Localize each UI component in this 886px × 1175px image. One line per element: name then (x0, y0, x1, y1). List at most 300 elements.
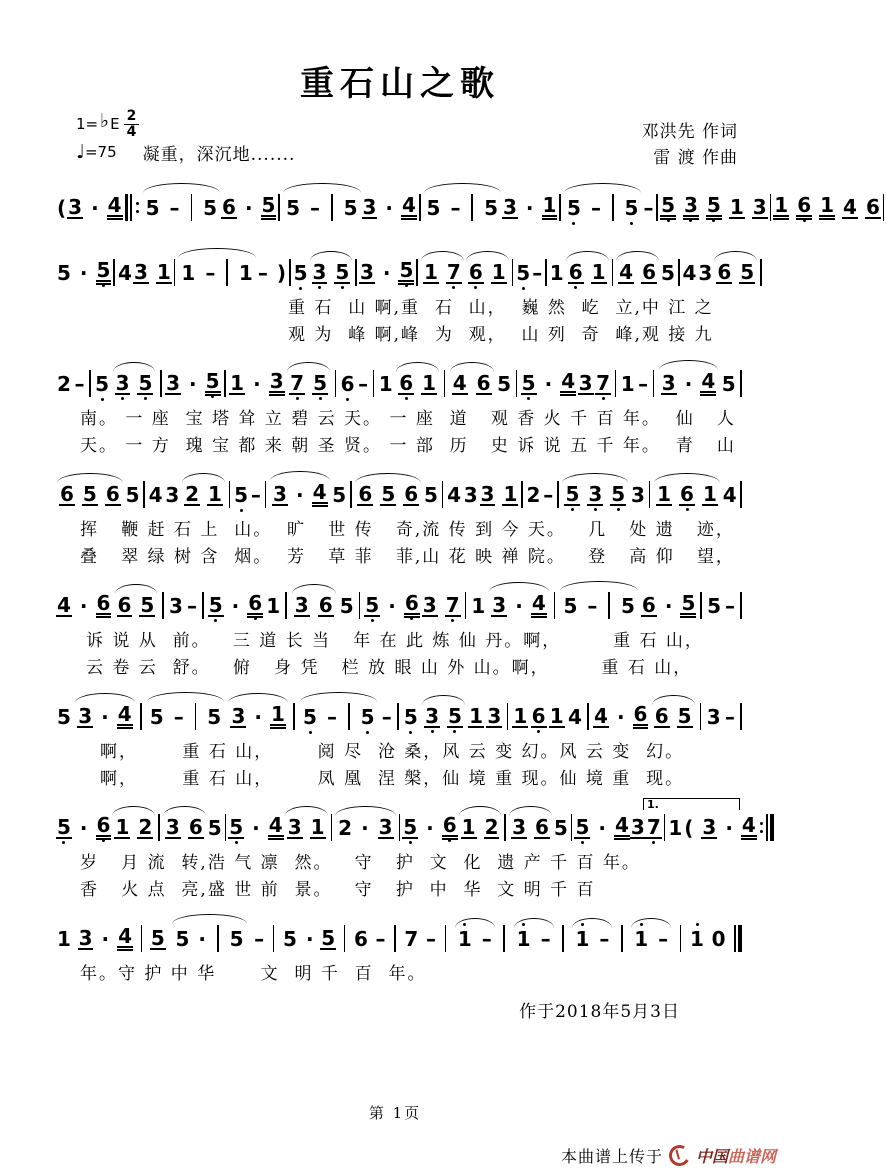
slur-group (286, 370, 331, 395)
beat-group (606, 592, 612, 619)
barline-stroke (89, 370, 91, 397)
slur-group (291, 592, 337, 617)
barline-stroke (273, 925, 275, 952)
barline (416, 259, 418, 286)
slur-group (171, 925, 247, 952)
barline-stroke (734, 925, 736, 952)
barline (554, 592, 556, 619)
note: – (375, 926, 386, 951)
beat-group (221, 195, 276, 220)
barline (507, 703, 509, 730)
beat-group (549, 260, 565, 285)
beat-group (229, 926, 245, 951)
barline (615, 370, 617, 397)
note: 6 (654, 703, 669, 728)
beat-group (165, 814, 204, 839)
notation-line (56, 186, 880, 230)
barline-stroke (130, 194, 132, 221)
notation-line (56, 806, 756, 850)
beat-group (403, 704, 419, 729)
note: – (309, 195, 320, 220)
note: – (187, 593, 197, 618)
note: 3 (463, 482, 478, 507)
beat-group (630, 814, 646, 839)
note: · (198, 926, 206, 951)
barline-stroke (516, 370, 518, 397)
barline-stroke (664, 814, 666, 841)
note: 1 (238, 260, 253, 285)
beat-group (738, 592, 744, 619)
barline-stroke (195, 703, 197, 730)
beat-group (173, 704, 185, 729)
note: · (426, 815, 434, 840)
note: · (79, 260, 88, 285)
barline-stroke (559, 194, 561, 221)
beat-group (732, 925, 743, 952)
beat-group (202, 195, 218, 220)
note: 5 (313, 370, 327, 395)
beat-group (578, 370, 594, 395)
note: 1 (729, 194, 744, 219)
barline-stroke (678, 259, 680, 286)
barline (373, 370, 375, 397)
note: · (388, 593, 396, 618)
beat-group (357, 481, 419, 506)
beat-group (168, 593, 184, 618)
beat-group (357, 371, 369, 396)
barline (700, 592, 702, 619)
slur-group (630, 926, 672, 951)
beat-group (238, 260, 254, 285)
beat-group (423, 259, 462, 284)
barline-stroke (399, 814, 401, 841)
barline-stroke (229, 481, 231, 508)
barline (612, 194, 614, 221)
note: 5 (207, 815, 222, 840)
note: – (724, 704, 735, 729)
beat-group (446, 482, 462, 507)
beat-group (56, 815, 111, 840)
slur-group (559, 592, 638, 619)
beat-group (204, 260, 216, 285)
note: – (425, 926, 436, 951)
note: 7 (446, 259, 461, 284)
note: 5 (447, 703, 462, 728)
note: 4 (531, 593, 547, 618)
slur-group (146, 703, 225, 730)
lyrics-line-1: 年。守 护 中 华 文 明 千 百 年。 (80, 963, 427, 984)
beat-group (721, 371, 737, 396)
barline-stroke (738, 925, 741, 952)
beat-group (426, 195, 442, 220)
note: 3 (512, 814, 526, 839)
note: 1 (461, 814, 476, 839)
beat-group (562, 593, 578, 618)
barline-stroke (653, 370, 655, 397)
note: · (244, 195, 253, 220)
barline-stroke (285, 592, 287, 619)
beat-group (647, 481, 653, 508)
slur-group (713, 259, 758, 284)
beat-group (618, 259, 657, 284)
slur-group (142, 194, 221, 221)
notation-line (56, 917, 744, 961)
note: 5 (360, 704, 375, 729)
beat-group (302, 704, 318, 729)
note: 5 (234, 482, 249, 507)
beat-group (189, 194, 195, 221)
beat-group (716, 259, 755, 284)
note: 1 (668, 815, 683, 840)
barline-stroke (700, 703, 702, 730)
beat-group (757, 814, 776, 841)
barline (125, 194, 140, 221)
note: 3 (68, 194, 83, 219)
barline (444, 370, 446, 397)
note: 3 (78, 925, 93, 950)
barline (273, 925, 275, 952)
note: 1 (591, 259, 606, 284)
note: – (643, 195, 654, 220)
beat-group (337, 815, 370, 840)
beat-group (698, 592, 704, 619)
beat-group (117, 592, 156, 617)
barline (649, 481, 651, 508)
beat-group (340, 371, 356, 396)
beat-group (222, 370, 228, 397)
beat-group (318, 592, 334, 617)
note: – (543, 482, 554, 507)
beat-group (320, 925, 336, 950)
barline (419, 194, 421, 221)
note: 3 (702, 814, 717, 839)
barline-stroke (202, 592, 204, 619)
slur-group (420, 259, 465, 284)
note: 6 (568, 259, 583, 284)
note: 5 (516, 260, 531, 285)
barline-stroke (760, 259, 762, 286)
beat-group (722, 482, 738, 507)
slur-group (563, 194, 642, 221)
beat-group (392, 925, 398, 952)
beat-group (531, 260, 543, 285)
note: – (74, 371, 85, 396)
note: 4 (614, 815, 630, 840)
beat-group (56, 593, 111, 618)
repeat-dots (136, 202, 139, 213)
barline-stroke (608, 592, 610, 619)
note: 1 (457, 926, 472, 951)
note: 3 (78, 703, 93, 728)
note: 3 (487, 703, 502, 728)
beat-group (555, 481, 561, 508)
note: 2 (185, 481, 200, 506)
beat-group (567, 704, 583, 729)
barline-stroke (331, 194, 333, 221)
barline-stroke (224, 370, 226, 397)
slur-group (284, 814, 329, 839)
note: 5 (321, 925, 336, 950)
note: 3 (231, 703, 246, 728)
note: 5 (82, 481, 97, 506)
barline (158, 814, 160, 841)
beat-group (160, 592, 166, 619)
barline-stroke (397, 703, 399, 730)
note: – (725, 593, 736, 618)
beat-group (398, 370, 437, 395)
beat-group (619, 925, 625, 952)
note: 5 (426, 195, 441, 220)
beat-group (574, 926, 590, 951)
beat-group (443, 925, 449, 952)
barline (174, 259, 176, 286)
note: · (598, 815, 606, 840)
credits (642, 119, 738, 172)
beat-group (564, 481, 626, 506)
barline-stroke (740, 703, 742, 730)
note: 1 (270, 704, 286, 729)
beat-group (706, 704, 722, 729)
beat-group (125, 482, 141, 507)
beat-group (598, 926, 610, 951)
beat-group (620, 371, 636, 396)
beat-group (291, 703, 297, 730)
note: 5 (283, 926, 297, 951)
barline (140, 703, 142, 730)
barline (562, 925, 564, 952)
beat-group (656, 481, 718, 506)
barline (344, 925, 346, 952)
barline-stroke (766, 814, 768, 841)
note: 4 (57, 592, 71, 617)
note: 6 (642, 259, 656, 284)
barline-stroke (293, 703, 295, 730)
beat-group (158, 370, 164, 397)
note: – (205, 260, 216, 285)
note: 6 (717, 259, 732, 284)
note: 3 (492, 592, 507, 617)
barline (770, 194, 772, 221)
site-name: 中国曲谱网 (695, 1147, 776, 1166)
note: 5 (150, 925, 165, 950)
slur-group (282, 194, 361, 221)
song-title: 重石山之歌 (300, 64, 500, 104)
note: 0 (711, 926, 726, 951)
barline (680, 925, 682, 952)
slur-group (658, 371, 719, 396)
barline-stroke (359, 592, 361, 619)
note: · (382, 260, 391, 285)
barline-stroke (612, 259, 614, 286)
beat-group (224, 259, 230, 286)
score (56, 186, 880, 988)
barline-stroke (521, 481, 523, 508)
barline-stroke (445, 925, 447, 952)
beat-group (724, 593, 736, 618)
barline-stroke (615, 370, 617, 397)
note: 1 (57, 926, 71, 951)
note: 5 (484, 195, 498, 220)
barline (740, 481, 742, 508)
note: – (358, 371, 369, 396)
slur-group (112, 370, 157, 395)
beat-group (697, 260, 713, 285)
note: 1 (513, 703, 528, 728)
key-signature (76, 109, 295, 139)
note: 4 (843, 194, 857, 219)
note: 5 (707, 593, 721, 618)
note: 3 (169, 593, 183, 618)
barline (278, 194, 280, 221)
note: 5 (423, 482, 438, 507)
beat-group (353, 926, 369, 951)
note: 3 (752, 194, 767, 219)
beat-group (549, 703, 565, 728)
note: 6 (404, 481, 419, 506)
beat-group (56, 371, 72, 396)
barline-stroke (545, 259, 547, 286)
note: 3 (578, 370, 593, 395)
page-number: 第 1页 (368, 1104, 422, 1122)
beat-group (193, 703, 199, 730)
barline-stroke (770, 194, 772, 221)
barline (359, 592, 361, 619)
beat-group (449, 195, 461, 220)
note: · (231, 593, 240, 618)
note: 5 (398, 260, 414, 285)
barline (700, 703, 702, 730)
barline-stroke (465, 592, 467, 619)
note: 4 (619, 259, 634, 284)
note: 5 (57, 704, 71, 729)
beat-group (496, 371, 512, 396)
beat-group (661, 371, 716, 396)
note: 4 (700, 371, 716, 396)
barline-stroke (740, 370, 742, 397)
beat-group (348, 481, 354, 508)
beat-group (641, 593, 696, 618)
beat-group (149, 704, 165, 729)
beat-group (486, 703, 502, 728)
music-system (56, 186, 880, 230)
note: 3 (588, 481, 603, 506)
barline-stroke (158, 814, 160, 841)
beat-group (613, 370, 619, 397)
beat-group (440, 481, 446, 508)
beat-group (531, 703, 547, 728)
note: 6 (404, 593, 420, 618)
beat-group (698, 703, 704, 730)
beat-group (233, 482, 249, 507)
barline (664, 814, 666, 841)
barline-stroke (471, 194, 473, 221)
slur-group (513, 926, 555, 951)
note: 5 (677, 703, 692, 728)
barline-stroke (883, 194, 885, 221)
beat-group (402, 815, 457, 840)
beat-group (253, 926, 265, 951)
barline-stroke (344, 925, 346, 952)
beat-group (593, 704, 648, 729)
note: 5 (620, 593, 635, 618)
note: · (252, 815, 260, 840)
beat-group (145, 195, 161, 220)
notation-line (56, 584, 744, 628)
note: – (257, 260, 268, 285)
note: 1 (516, 926, 531, 951)
beat-group (502, 195, 557, 220)
tempo-marking (76, 139, 295, 165)
note: 5 (381, 481, 396, 506)
barline (504, 814, 506, 841)
beat-group (148, 482, 164, 507)
note: ( (684, 815, 694, 840)
beat-group (169, 195, 181, 220)
note: 3 (425, 703, 439, 728)
note: 6 (358, 481, 373, 506)
barline-stroke (587, 703, 589, 730)
note: 4 (594, 703, 608, 728)
beat-group (331, 482, 347, 507)
beat-group (265, 593, 281, 618)
note: 3 (133, 259, 148, 284)
slur-group (309, 259, 354, 284)
slur-group (465, 259, 510, 284)
note: 6 (96, 815, 112, 840)
note: 5 (149, 704, 164, 729)
beat-group (364, 593, 419, 618)
beat-group (67, 195, 122, 220)
slur-group (423, 194, 502, 221)
watermark-text: 本曲谱上传于 (560, 1147, 663, 1166)
note: 1 (230, 370, 245, 395)
barline (89, 370, 91, 397)
beat-group (114, 814, 153, 839)
beat-group (610, 194, 616, 221)
notation-line (56, 695, 744, 739)
barline (471, 194, 473, 221)
note: 7 (646, 814, 661, 839)
barline-stroke (348, 703, 350, 730)
volta-bracket: 1. (643, 798, 740, 810)
note: · (684, 371, 693, 396)
note: 5 (261, 195, 277, 220)
note: 4 (148, 482, 163, 507)
beat-group (343, 195, 359, 220)
note: 5 (553, 815, 568, 840)
slur-group (162, 814, 207, 839)
note: 3 (480, 481, 495, 506)
slur-group (74, 704, 135, 729)
barline (141, 925, 143, 952)
beat-group (285, 195, 301, 220)
lyricist: 邓洪先 作词 (641, 122, 738, 142)
note: – (481, 926, 492, 951)
note: 6 (353, 926, 368, 951)
barline-stroke (113, 259, 115, 286)
music-system (56, 362, 744, 460)
beat-group (515, 260, 531, 285)
note: 6 (633, 704, 649, 729)
barline (445, 925, 447, 952)
music-system (56, 917, 744, 988)
beat-group (491, 593, 546, 618)
meter-denominator: 4 (126, 123, 137, 140)
note: 6 (531, 703, 546, 728)
note: 6 (468, 259, 483, 284)
note: – (658, 926, 669, 951)
slur-group (571, 926, 613, 951)
